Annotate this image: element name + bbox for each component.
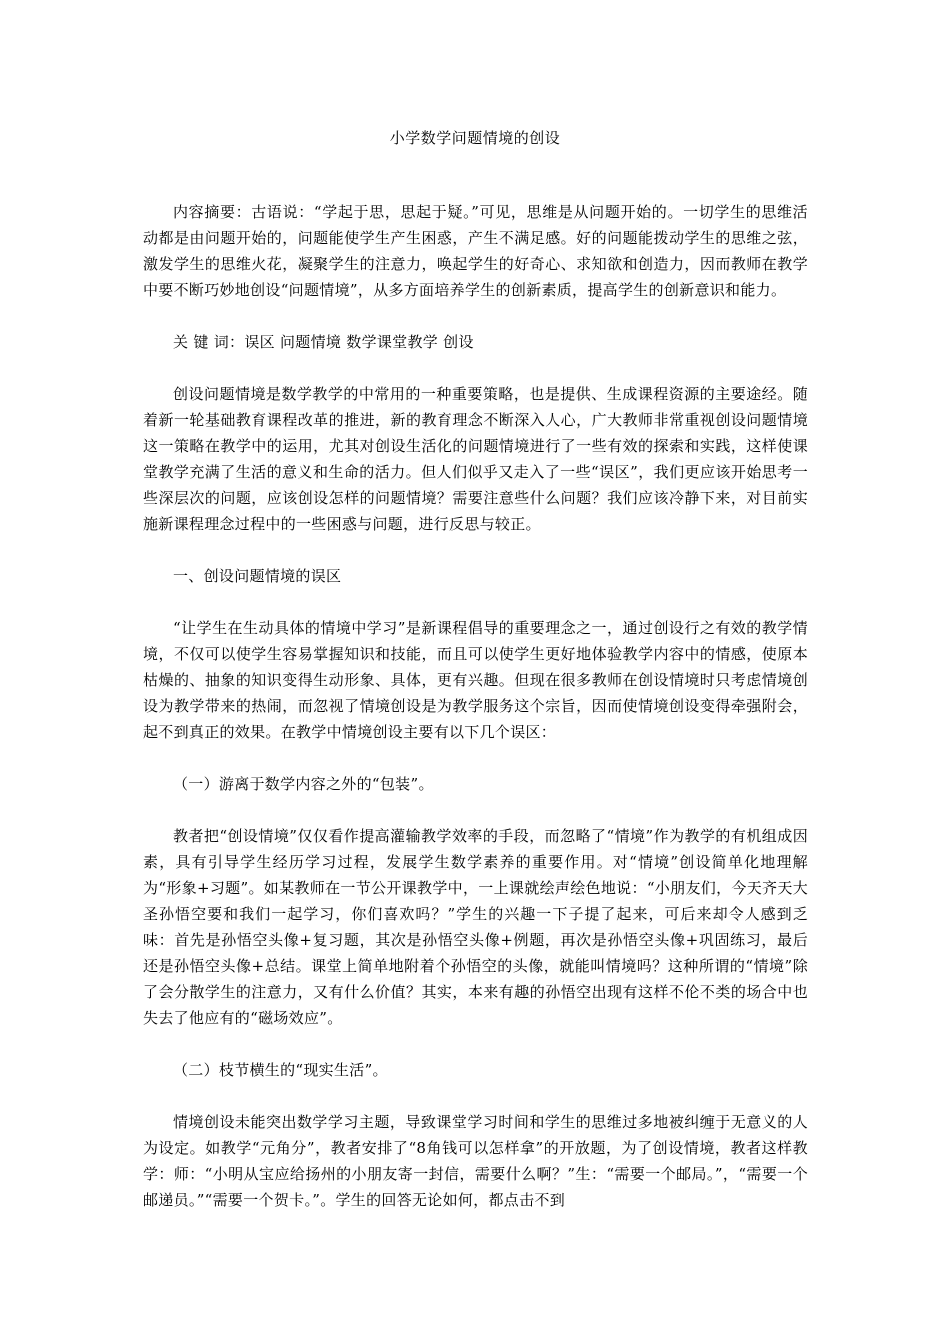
section-1-heading: 一、创设问题情境的误区 xyxy=(173,567,342,585)
intro-paragraph: 创设问题情境是数学教学的中常用的一种重要策略，也是提供、生成课程资源的主要途经。随着新一轮基础教育课程改革的推进，新的教育理念不断深入人心，广大教师非常重视创设问题情境这一策略在教学中的运用，尤其对创设生活化的问题情境进行了一些有效的探索和实践，这样使课堂教学充满了生活的意义和生命的活力。但人们似乎又走入了一些“误区”，我们更应该开始思考一些深层次的问题，应该创设怎样的问题情境？需要注意些什么问题？我们应该冷静下来，对目前实施新课程理念过程中的一些困惑与问题，进行反思与较正。 xyxy=(143,385,808,533)
document-body xyxy=(143,199,808,1213)
section-1-paragraph: “让学生在生动具体的情境中学习”是新课程倡导的重要理念之一，通过创设行之有效的教学情境，不仅可以使学生容易掌握知识和技能，而且可以使学生更好地体验教学内容中的情感，使原本枯燥的、抽象的知识变得生动形象、具体，更有兴趣。但现在很多教师在创设情境时只考虑情境创设为教学带来的热闹，而忽视了情境创设是为教学服务这个宗旨，因而使情境创设变得牵强附会，起不到真正的效果。在教学中情境创设主要有以下几个误区： xyxy=(143,619,808,741)
abstract-paragraph: 内容摘要：古语说：“学起于思，思起于疑。”可见，思维是从问题开始的。一切学生的思维活动都是由问题开始的，问题能使学生产生困惑，产生不满足感。好的问题能拨动学生的思维之弦，激发学生的思维火花，凝聚学生的注意力，唤起学生的好奇心、求知欲和创造力，因而教师在教学中要不断巧妙地创设“问题情境”，从多方面培养学生的创新素质，提高学生的创新意识和能力。 xyxy=(143,203,808,299)
document-title: 小学数学问题情境的创设 xyxy=(389,129,561,147)
subsection-1-heading: （一）游离于数学内容之外的“包装”。 xyxy=(173,775,434,793)
subsection-2-paragraph: 情境创设未能突出数学学习主题，导致课堂学习时间和学生的思维过多地被纠缠于无意义的人为设定。如教学“元角分”，教者安排了“8角钱可以怎样拿”的开放题，为了创设情境，教者这样教学：师：“小明从宝应给扬州的小朋友寄一封信，需要什么啊？”生：“需要一个邮局。”，“需要一个邮递员。”“需要一个贺卡。”。学生的回答无论如何，都点击不到 xyxy=(143,1113,808,1209)
subsection-2-heading: （二）枝节横生的“现实生活”。 xyxy=(173,1061,388,1079)
subsection-1-paragraph: 教者把“创设情境”仅仅看作提高灌输教学效率的手段，而忽略了“情境”作为教学的有机组成因素，具有引导学生经历学习过程，发展学生数学素养的重要作用。对“情境”创设简单化地理解为“形象+习题”。如某教师在一节公开课教学中，一上课就绘声绘色地说：“小朋友们，今天齐天大圣孙悟空要和我们一起学习，你们喜欢吗？”学生的兴趣一下子提了起来，可后来却令人感到乏味：首先是孙悟空头像+复习题，其次是孙悟空头像+例题，再次是孙悟空头像+巩固练习，最后还是孙悟空头像+总结。课堂上简单地附着个孙悟空的头像，就能叫情境吗？这种所谓的“情境”除了会分散学生的注意力，又有什么价值？其实，本来有趣的孙悟空出现有这样不伦不类的场合中也失去了他应有的“磁场效应”。 xyxy=(143,827,808,1027)
keywords-line: 关 键 词：误区 问题情境 数学课堂教学 创设 xyxy=(173,333,474,351)
